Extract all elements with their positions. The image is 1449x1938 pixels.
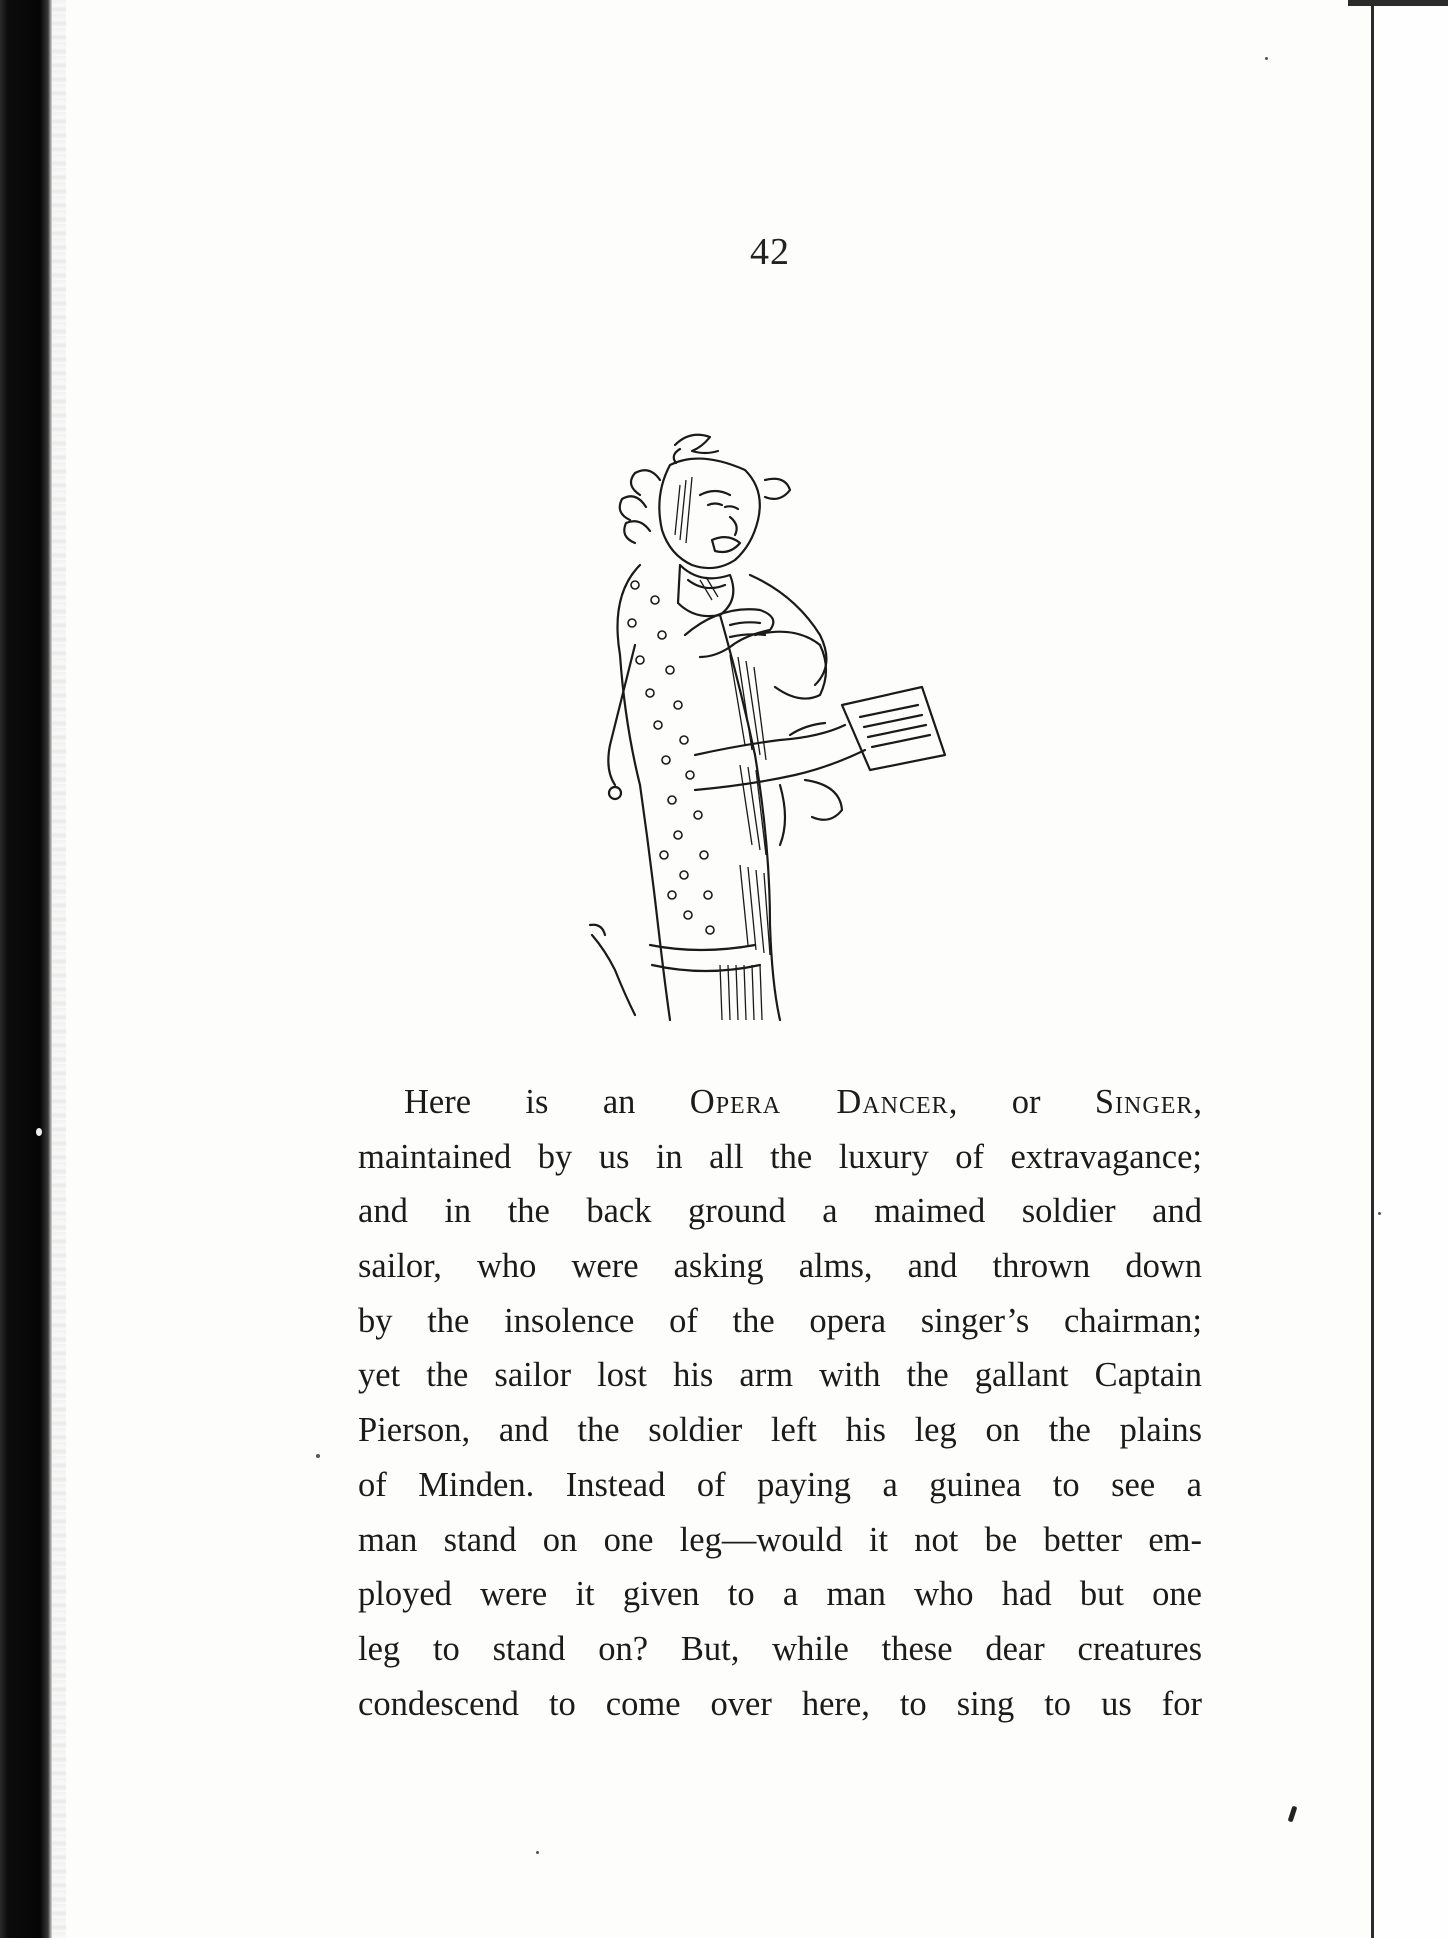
text-line: sailor, who were asking alms, and thrown down: [358, 1247, 1202, 1286]
binding-edge: [0, 0, 52, 1938]
text-line: yet the sailor lost his arm with the gallant Captain: [358, 1356, 1202, 1395]
text-line: maintained by us in all the luxury of extravagance;: [358, 1137, 1202, 1176]
page-number: 42: [750, 231, 790, 273]
right-margin: [1374, 0, 1449, 1938]
small-caps-term: Opera Dancer: [689, 1083, 949, 1121]
text-line: condescend to come over here, to sing to us for: [358, 1684, 1202, 1723]
next-leaf-corner: [1348, 0, 1448, 6]
scan-speck: [36, 1128, 42, 1136]
text-line: Pierson, and the soldier left his leg on the plains: [358, 1411, 1202, 1450]
text-line: man stand on one leg—would it not be better em-: [358, 1520, 1202, 1559]
text-line: by the insolence of the opera singer’s chairman;: [358, 1301, 1202, 1340]
text-line: ployed were it given to a man who had but one: [358, 1575, 1202, 1614]
binding-shadow: [52, 0, 66, 1938]
scan-speck: [316, 1454, 320, 1458]
text-line: of Minden. Instead of paying a guinea to see a: [358, 1465, 1202, 1504]
text-run: , or: [948, 1083, 1095, 1121]
text-line: leg to stand on? But, while these dear creatures: [358, 1629, 1202, 1668]
opera-singer-engraving-icon: [580, 425, 1050, 1025]
scan-speck: [1265, 57, 1268, 60]
text-line: and in the back ground a maimed soldier and: [358, 1192, 1202, 1231]
text-line: [358, 1075, 1202, 1130]
scan-speck: [1378, 1212, 1381, 1215]
scan-speck: [1288, 1806, 1298, 1823]
body-text: [358, 1075, 1202, 1731]
small-caps-term: Singer: [1094, 1083, 1194, 1121]
next-leaf-edge: [1371, 0, 1374, 1938]
scan-speck: [536, 1851, 539, 1854]
text-run: Here is an: [404, 1083, 690, 1121]
text-run: ,: [1193, 1083, 1202, 1121]
